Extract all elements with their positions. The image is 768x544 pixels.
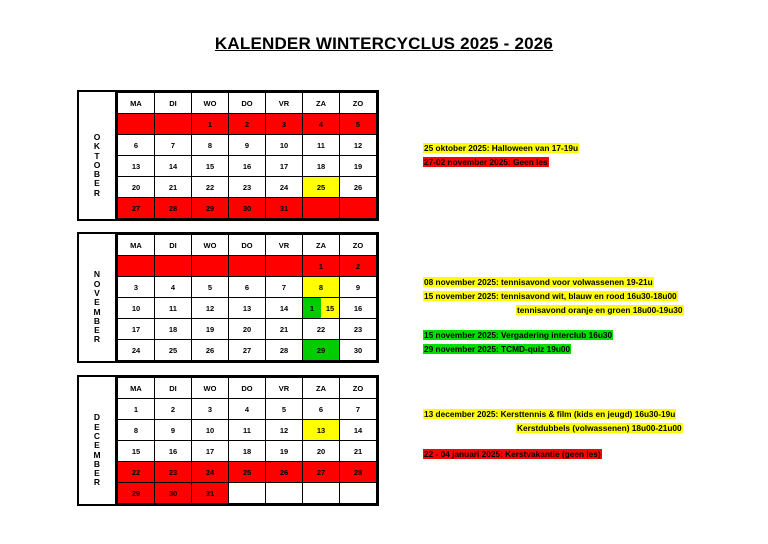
month-grid-december	[117, 377, 377, 504]
week-row	[118, 462, 377, 483]
day-cell: 14	[266, 298, 303, 319]
day-cell: 31	[192, 483, 229, 504]
month-letter: E	[94, 178, 100, 189]
day-cell: 6	[229, 277, 266, 298]
week-row	[118, 441, 377, 462]
month-letter: R	[93, 477, 101, 488]
day-cell	[303, 198, 340, 219]
day-cell	[155, 256, 192, 277]
month-label-october	[79, 92, 117, 219]
day-cell: 29	[118, 483, 155, 504]
weekday-label: ZO	[340, 235, 377, 256]
day-cell	[229, 483, 266, 504]
day-cell: 11	[229, 420, 266, 441]
note-tennisavond-volwassenen: 08 november 2025: tennisavond voor volwassenen 19-21u	[424, 277, 653, 287]
day-cell: 20	[229, 319, 266, 340]
day-cell: 23	[229, 177, 266, 198]
day-cell	[340, 198, 377, 219]
weekday-label: MA	[118, 93, 155, 114]
day-cell: 8	[303, 277, 340, 298]
day-cell: 15	[118, 441, 155, 462]
day-cell: 13	[118, 156, 155, 177]
note-kerstvakantie: 22 - 04 januari 2025: Kerstvakantie (geen les)	[424, 449, 601, 459]
month-letter: N	[93, 269, 101, 280]
day-cell: 4	[303, 114, 340, 135]
note-kerstdubbels: Kerstdubbels (volwassenen) 18u00-21u00	[517, 423, 682, 433]
day-cell: 9	[340, 277, 377, 298]
month-label-november	[79, 234, 117, 361]
day-cell: 30	[155, 483, 192, 504]
day-cell: 28	[340, 462, 377, 483]
month-letter: M	[93, 306, 101, 317]
day-cell: 2	[229, 114, 266, 135]
day-cell: 1	[192, 114, 229, 135]
month-letter: O	[93, 131, 101, 142]
day-cell: 27	[303, 462, 340, 483]
week-row	[118, 399, 377, 420]
weekday-label: WO	[192, 235, 229, 256]
day-cell: 24	[266, 177, 303, 198]
day-cell	[118, 114, 155, 135]
weekday-label: VR	[266, 93, 303, 114]
day-cell: 22	[118, 462, 155, 483]
day-cell: 8	[118, 420, 155, 441]
day-cell: 26	[192, 340, 229, 361]
day-cell: 17	[266, 156, 303, 177]
day-cell: 16	[340, 298, 377, 319]
day-cell: 16	[155, 441, 192, 462]
day-cell: 19	[192, 319, 229, 340]
day-cell: 23	[155, 462, 192, 483]
day-cell: 3	[118, 277, 155, 298]
day-cell: 4	[229, 399, 266, 420]
week-row	[118, 420, 377, 441]
day-cell: 27	[229, 340, 266, 361]
weekday-label: WO	[192, 378, 229, 399]
day-cell	[229, 256, 266, 277]
day-cell: 6	[303, 399, 340, 420]
month-grid-november	[117, 234, 377, 361]
calendar-november	[77, 232, 379, 363]
day-cell: 12	[340, 135, 377, 156]
note-tcmd-quiz: 29 november 2025: TCMD-quiz 19u00	[424, 344, 571, 354]
day-cell: 12	[266, 420, 303, 441]
day-cell: 19	[266, 441, 303, 462]
month-letter: B	[93, 458, 101, 469]
day-cell: 16	[229, 156, 266, 177]
weekday-label: DO	[229, 93, 266, 114]
week-row	[118, 198, 377, 219]
week-row	[118, 256, 377, 277]
day-cell: 24	[192, 462, 229, 483]
week-row	[118, 156, 377, 177]
day-cell	[340, 483, 377, 504]
day-cell: 20	[303, 441, 340, 462]
day-cell: 30	[229, 198, 266, 219]
day-cell: 3	[192, 399, 229, 420]
weekday-label: WO	[192, 93, 229, 114]
day-cell: 26	[340, 177, 377, 198]
weekday-label: VR	[266, 235, 303, 256]
note-kersttennis: 13 december 2025: Kersttennis & film (kids en jeugd) 16u30-19u	[424, 409, 676, 419]
day-cell: 25	[303, 177, 340, 198]
day-cell: 2	[155, 399, 192, 420]
week-row	[118, 114, 377, 135]
day-cell: 21	[155, 177, 192, 198]
weekday-header	[118, 93, 377, 114]
weekday-label: ZO	[340, 93, 377, 114]
day-cell: 7	[155, 135, 192, 156]
month-letter: E	[94, 421, 100, 432]
note-halloween: 25 oktober 2025: Halloween van 17-19u	[424, 143, 579, 153]
month-letter: E	[94, 468, 100, 479]
calendar-december	[77, 375, 379, 506]
day-cell: 26	[266, 462, 303, 483]
weekday-label: DO	[229, 378, 266, 399]
weekday-label: ZA	[303, 93, 340, 114]
day-cell: 11	[155, 298, 192, 319]
day-cell: 10	[192, 420, 229, 441]
day-cell: 5	[192, 277, 229, 298]
weekday-header	[118, 378, 377, 399]
day-cell: 22	[192, 177, 229, 198]
day-cell: 9	[229, 135, 266, 156]
day-cell: 17	[118, 319, 155, 340]
weekday-label: DI	[155, 93, 192, 114]
day-cell: 13	[303, 420, 340, 441]
day-cell: 13	[229, 298, 266, 319]
day-cell: 10	[266, 135, 303, 156]
day-cell: 22	[303, 319, 340, 340]
day-cell: 30	[340, 340, 377, 361]
day-cell	[192, 256, 229, 277]
week-row	[118, 340, 377, 361]
weekday-label: ZA	[303, 378, 340, 399]
day-cell: 11	[303, 135, 340, 156]
note-tennisavond-kids: 15 november 2025: tennisavond wit, blauw en rood 16u30-18u00	[424, 291, 677, 301]
day-cell	[155, 114, 192, 135]
weekday-label: VR	[266, 378, 303, 399]
day-cell: 7	[266, 277, 303, 298]
day-cell: 1	[303, 256, 340, 277]
month-letter: R	[93, 187, 101, 198]
day-cell: 18	[155, 319, 192, 340]
month-letter: V	[94, 287, 100, 298]
day-cell: 1	[118, 399, 155, 420]
weekday-label: ZA	[303, 235, 340, 256]
day-cell-part-yellow: 15	[321, 298, 339, 318]
month-letter: E	[94, 325, 100, 336]
weekday-label: DO	[229, 235, 266, 256]
day-cell	[266, 256, 303, 277]
week-row	[118, 177, 377, 198]
week-row	[118, 135, 377, 156]
day-cell: 18	[229, 441, 266, 462]
month-letter: E	[94, 297, 100, 308]
day-cell	[118, 256, 155, 277]
day-cell: 29	[303, 340, 340, 361]
note-vergadering-interclub: 15 november 2025: Vergadering interclub 16u30	[424, 330, 613, 340]
day-cell: 27	[118, 198, 155, 219]
day-cell-part-green: 1	[303, 298, 321, 318]
month-letter: D	[93, 412, 101, 423]
month-letter: M	[93, 449, 101, 460]
day-cell: 25	[155, 340, 192, 361]
day-cell: 25	[229, 462, 266, 483]
week-row	[118, 277, 377, 298]
page-title: KALENDER WINTERCYCLUS 2025 - 2026	[214, 34, 554, 53]
day-cell: 2	[340, 256, 377, 277]
weekday-label: MA	[118, 235, 155, 256]
day-cell: 21	[340, 441, 377, 462]
day-cell: 12	[192, 298, 229, 319]
weekday-label: ZO	[340, 378, 377, 399]
day-cell: 31	[266, 198, 303, 219]
month-letter: O	[93, 278, 101, 289]
month-letter: B	[93, 169, 101, 180]
day-cell: 24	[118, 340, 155, 361]
month-letter: B	[93, 315, 101, 326]
week-row	[118, 483, 377, 504]
month-label-december	[79, 377, 117, 504]
day-cell: 15	[192, 156, 229, 177]
weekday-header	[118, 235, 377, 256]
day-cell: 6	[118, 135, 155, 156]
month-letter: T	[94, 150, 100, 161]
day-cell: 8	[192, 135, 229, 156]
day-cell: 5	[266, 399, 303, 420]
note-no-lesson-oct: 27-02 november 2025: Geen les	[424, 157, 548, 167]
weekday-label: DI	[155, 235, 192, 256]
day-cell: 20	[118, 177, 155, 198]
day-cell: 4	[155, 277, 192, 298]
day-cell	[303, 483, 340, 504]
day-cell: 3	[266, 114, 303, 135]
month-letter: R	[93, 334, 101, 345]
weekday-label: MA	[118, 378, 155, 399]
month-letter: C	[93, 430, 101, 441]
day-cell: 9	[155, 420, 192, 441]
day-cell: 10	[118, 298, 155, 319]
note-tennisavond-oranje-groen: tennisavond oranje en groen 18u00-19u30	[517, 305, 683, 315]
month-letter: E	[94, 440, 100, 451]
day-cell: 21	[266, 319, 303, 340]
week-row	[118, 319, 377, 340]
day-cell: 28	[155, 198, 192, 219]
day-cell: 14	[155, 156, 192, 177]
day-cell: 23	[340, 319, 377, 340]
month-letter: O	[93, 159, 101, 170]
month-grid-october	[117, 92, 377, 219]
day-cell	[266, 483, 303, 504]
calendar-october	[77, 90, 379, 221]
day-cell: 18	[303, 156, 340, 177]
weekday-label: DI	[155, 378, 192, 399]
day-cell: 28	[266, 340, 303, 361]
day-cell: 17	[192, 441, 229, 462]
day-cell: 14	[340, 420, 377, 441]
week-row	[118, 298, 377, 319]
day-cell-split	[303, 298, 340, 319]
day-cell: 29	[192, 198, 229, 219]
day-cell: 5	[340, 114, 377, 135]
day-cell: 7	[340, 399, 377, 420]
day-cell: 19	[340, 156, 377, 177]
month-letter: K	[93, 141, 101, 152]
